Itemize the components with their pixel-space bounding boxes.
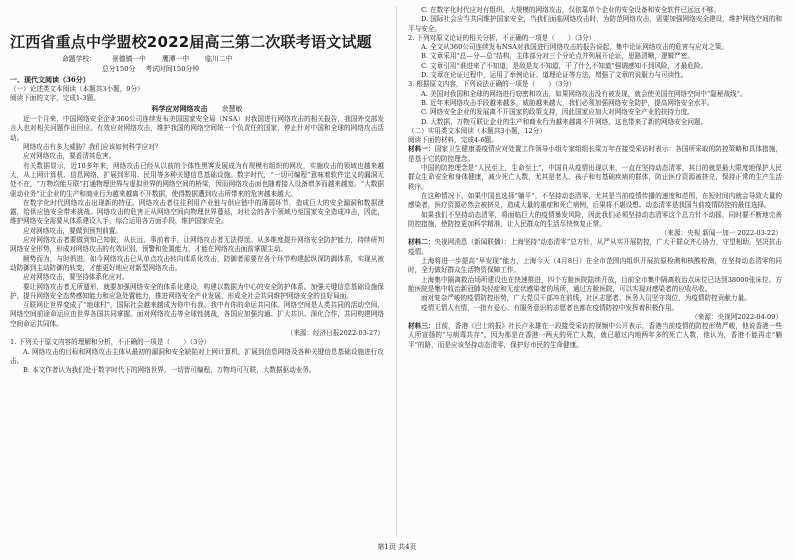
question-1-option-b: B. 本文作者认为我们处于数字时代下的网络世界，一切皆可编程，万物均可互联，大数据驱动业务。 [23,366,316,375]
total-score: 总分150分 [102,64,136,73]
paragraph: 要让网络攻击者无所遁形，就要加强网络安全的体系化建设，构建以数据为中心的安全防护体系。加强关键信息基础设施保护，提升网络安全态势感知能力和应急处置能力，推进网络安全产业发展，形成全社会共同维护网络安全的良好局面。 [10,282,384,300]
material-1 [408,145,782,164]
material-1-text: 国家卫生健康委疫情应对处置工作领导小组专家组组长梁万年在接受采访时表示：各国所采取的防控策略和具体措施，是基于它的防控理念。 [408,145,783,163]
exam-score-time [10,65,384,75]
material-3-label: 材料三： [408,322,435,331]
paragraph: 应对网络攻击，要做到预判前置。 [23,226,122,235]
question-2-option-c: C. 文章引用“谁进来了不知道，是敌是友不知道，干了什么不知道”强调感知不到风险，才最危险。 [421,61,708,70]
reading-instruction-2: 阅读下面的材料，完成4-6题。 [408,136,498,145]
material-2-source: （来源：央视网2022-04-09） [691,312,782,321]
article-source: （来源：经济日报2022-03-27） [286,329,384,338]
question-1-option-d: D. 国际社会应当共同维护国家安全，当我们面临网络攻击时，为防范网络攻击，需要加强网络安全建设，维护网络空间的和平与安全。 [408,15,782,33]
exam-time: 考试时间150分钟 [145,64,200,73]
question-3-option-a: A. 美国对我国和全球的网络进行窃密和攻击，如果网络攻击没有被发现，就会使美国在网络空间中“隐秘战线”。 [421,89,747,98]
paragraph: 应对网络攻击，要看清其危害。 [23,152,116,161]
schools-label: 命题学校： [62,55,96,63]
question-3-option-c: C. 网络安全企业的发展离不开国家的政策支持，因此国家应加大对网络安全产业的扶持力度。 [421,108,694,117]
column-divider [396,6,397,536]
paragraph: 疫情无情人有情，一批有爱心、有服务意识的志愿者也都在疫情防控中发挥着积极作用。 [421,303,679,312]
material-3 [408,322,782,350]
school-3: 临川二中 [205,55,233,63]
exam-title: 江西省重点中学盟校2022届高三第二次联考语文试题 [10,33,372,51]
article-title [10,104,384,114]
material-2-text: 央视网消息（新闻联播）：上海坚持“动态清零”总方针，从严从实开展防控，广大干群众齐心协力，守望相助，坚决抗击疫情。 [408,238,782,256]
subsection-2-heading: （二）实用类文本阅读（本题共3小题，12分） [408,126,546,135]
paragraph: 应对网络攻击，要坚持体系化应对。 [23,273,129,282]
material-2-label: 材料二： [408,238,435,247]
material-1-label: 材料一： [408,145,435,154]
question-1-option-c: C. 在数字化时代应对有组织、大规模的网络攻击，仅依靠单个企业的安全设备和安全软件已远远不够。 [421,6,721,14]
article-title-text: 科学应对网络攻击 [151,104,208,114]
question-3-option-b: B. 近年来网络攻击手段越来越多，威胁越来越大，我们必须加强网络安全防护，提高网络安全水平。 [421,98,714,107]
exam-schools [10,55,384,65]
material-3-text: 目前，香港《巴士的报》社长卢永雄在一段接受采访的视频中公开表示，香港当前疫情的防控形势严峻，他说香港一些人所宣扬的“与病毒共存”，因为那是在香港一两天的死亡人数，就已超过内地两年多的死亡人数，他认为，香港不能再走“躺平”的路，而是应该坚持动态清零，保护好市民的生命健康。 [408,322,783,349]
right-column [408,6,782,350]
paragraph: 上海将进一步提高“早发现”能力，上海今天（4月8日）在全市范围内组织开展抗原检测和核酸检测，在坚持动态清零的同时，全力做好群众生活物资保障工作。 [408,257,782,275]
left-column [10,6,384,376]
paragraph: 网络攻击有多大威胁？我们应该如何科学应对？ [23,143,162,152]
school-2: 鹰潭一中 [161,55,190,63]
question-3: 3. 根据原文内容，下列说法正确的一项是（ ）（3分） [408,80,576,89]
paragraph: 上海集中隔离救治场所建设也在快速推进，四个方舱医院陆续开放，目前全市集中隔离收治点床位已达到38000张床位。方舱医院是集中收治新冠肺炎轻症和无症状感染者的场所，通过方舱医院，可以实现对感染者的应收尽收。 [408,275,782,293]
paragraph: 互联网让世界变成了“地球村”，国际社会越来越成为你中有我、我中有你的命运共同体。网络空间是人类共同的活动空间，网络空间前途命运应由世界各国共同掌握。面对网络攻击等全球性挑战，各国应加强沟通、扩大共识、深化合作，共同构建网络空间命运共同体。 [10,301,384,328]
paragraph: 在这种情况下，如果中国也选择“躺平”，不坚持动态清零，尤其是当前疫情传播的速度和范围，在短时间内就会导致大量的感染者，医疗资源必然会被挤兑，造成大量的重症和死亡病例，后果将不堪设想。动态清零是我国当前疫情防控的最佳选择。 [408,191,782,210]
paragraph: 在数字化时代网络攻击出现新的特征。网络攻击者往往利用产业链与供应链中的薄弱环节，造成巨大的安全漏洞和数据泄露，给供应链安全带来挑战。网络攻击的危害正从网络空间向物理世界蔓延，对社会的各个领域乃至国家安全造成冲击，因此，维护网络安全需要从体系建设入手，综合运用各方面手段，维护国家安全。 [10,198,384,226]
paragraph: 面对复杂严峻的疫情防控形势，广大党员干部冲在前线，社区志愿者、医务人员坚守岗位，为疫情防控贡献力量。 [421,294,751,303]
material-1-source: （来源：央视 新闻一加一 2022-03-22） [660,229,782,238]
material-2 [408,238,782,257]
paragraph: 中国的防控理念是“人民至上，生命至上”，中国自从疫情出现以来，一直在坚持动态清零，其目的就是最大限度地保护人民群众生命安全和身体健康，减少死亡人数，尤其是老人、孩子和有基础疾病的群体，防止医疗资源被挤兑，保持正常的生产生活秩序。 [408,164,782,191]
paragraph: 应对网络攻击者要做到知己知彼，从长远、事前着手，让网络攻击者无法得逞。从多维度提升网络安全防护能力，持续研判网络安全形势，形成对网络攻击的有效识别、预警和处置能力，才能在网络攻击面前掌握主动。 [10,236,384,254]
question-2: 2. 下列对原文论证的相关分析，不正确的一项是（ ）（3分） [408,33,596,42]
paragraph: 有关数据显示，近10多年来，网络攻击已经从以前的个体性黑客发展成为有规模有组织的网攻，实施攻击的领域也越来越大，从上网计算机、信息网络，扩展到军用、民用等多种关键信息基础设施。数字时代，“一切可编程”意味着软件定义的漏洞无处不在，“万物均能互联”打通物理世界与虚拟世界的网络空间的桥梁，因而网络攻击面也随着接入设备增多而越来越宽。“大数据驱动业务”让企业的生产和商业行为越来越离不开数据，使得数据遭到攻击所带来的危害越来越大。 [10,161,384,198]
subsection-heading: （一）论述类文本阅读（本题共3小题，9分） [10,84,144,93]
question-2-option-b: B. 文章采用“总—分—总”结构，主体部分对三个分论点并列展开论证，思路清晰，逻辑严密。 [421,52,694,61]
school-1: 景德镇一中 [111,55,146,63]
paragraph: 近一个月来，中国网络安全企业360公司连续发布美国国家安全局（NSA）对我国进行网络攻击的相关报告，我国外交部发言人也对相关问题作出回应。有效应对网络攻击，维护我国的网络空间统一个负责任的国家，停止针对中国和全球的网络攻击活动。 [10,115,384,142]
article-author: 余慧敏 [221,105,243,114]
paragraph: 如果我们不坚持动态清零，将面临巨大的疫情暴发风险，因此我们必须坚持动态清零这个总方针不动摇，同时要不断地完善防控措施，使防控更加科学精准，让人民群众的生活尽快恢复正常。 [408,210,782,228]
section-heading: 一、现代文阅读（36分） [10,74,90,84]
question-3-option-d: D. 大数据、万物互联让企业的生产和商业行为越来越离不开网络，这也带来了新的网络安全问题。 [421,117,708,126]
reading-instruction: 阅读下面的文字，完成1-3题。 [10,93,100,102]
question-1-option-a: A. 网络攻击的目标和网络攻击主体从最初的漏洞和安全缺陷对上网计算机，扩展到信息网络及各种关键信息基础设施进行攻击。 [10,347,384,365]
page-number: 第1页 共4页 [377,543,417,551]
question-2-option-d: D. 文章在论证过程中，运用了举例论证、道理论证等方法，增强了文章的说服力与可读性。 [421,71,688,80]
question-1: 1. 下列关于原文内容的理解和分析，不正确的一项是（ ）（3分） [10,338,211,347]
paragraph: 顺势而为，与时俱进。如今网络攻击已从单点攻击转向体系化攻击，防御者需要在各个环节构建起纵深防御体系，实现从被动防御到主动防御的转变，才能更好地应对新型网络攻击。 [10,254,384,272]
question-2-option-a: A. 全文从360公司连续发布NSA对我国进行网络攻击的报告说起，集中论证网络攻击的危害与应对之策。 [421,43,728,52]
